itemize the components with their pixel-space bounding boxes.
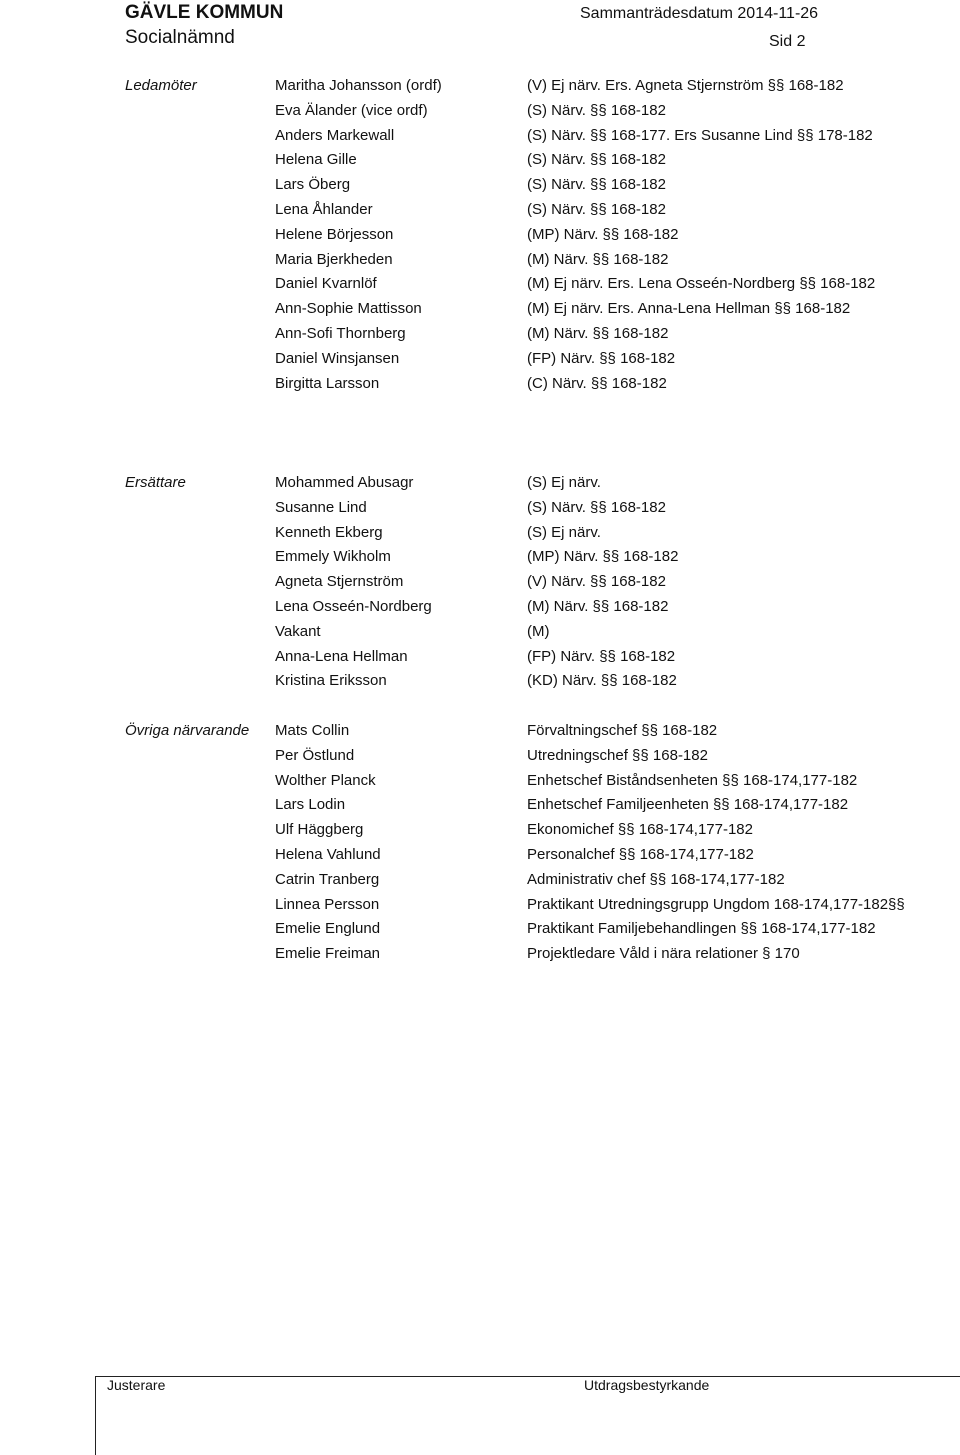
person-name: Kristina Eriksson [275,672,387,690]
person-name: Emmely Wikholm [275,548,391,566]
person-name: Maria Bjerkheden [275,250,393,268]
list-item [0,251,960,276]
attendance-info: (KD) Närv. §§ 168-182 [527,672,677,690]
attendance-info: (M) Närv. §§ 168-182 [527,250,669,268]
attendance-info: Förvaltningschef §§ 168-182 [527,722,718,739]
list-item [0,598,960,623]
meeting-date: Sammanträdesdatum 2014-11-26 [580,5,819,22]
person-name: Agneta Stjernström [275,573,404,591]
list-item [0,275,960,300]
person-name: Helena Gille [275,151,357,169]
list-item [0,648,960,673]
list-item [0,300,960,325]
person-name: Anna-Lena Hellman [275,647,408,665]
attendance-info: (M) Närv. §§ 168-182 [527,325,669,342]
list-item [0,102,960,127]
list-item [0,772,960,797]
list-item [0,201,960,226]
attendance-info: (FP) Närv. §§ 168-182 [527,349,676,367]
page-number: Sid 2 [769,33,806,50]
person-name: Helene Börjesson [275,225,394,243]
person-name: Ann-Sofi Thornberg [275,325,406,342]
section-label: Övriga närvarande [125,722,250,739]
attendance-info: (V) Ej närv. Ers. Agneta Stjernström §§ 168-182 [527,77,844,94]
organization-name: GÄVLE KOMMUN [125,2,284,23]
attendance-info: (S) Närv. §§ 168-182 [527,101,666,119]
person-name: Linnea Persson [275,895,380,913]
list-item [0,524,960,549]
list-item [0,325,960,350]
list-item [0,747,960,772]
list-item [0,672,960,697]
section-label: Ledamöter [125,77,197,94]
person-name: Anders Markewall [275,126,395,144]
attendance-info: (C) Närv. §§ 168-182 [527,374,667,392]
list-item [0,821,960,846]
person-name: Lena Åhlander [275,201,373,218]
footer-utdragsbestyrkande: Utdragsbestyrkande [584,1377,710,1393]
attendance-info: (M) Ej närv. Ers. Anna-Lena Hellman §§ 168-182 [527,300,851,318]
attendance-info: (MP) Närv. §§ 168-182 [527,548,679,566]
person-name: Ulf Häggberg [275,821,364,839]
list-item [0,548,960,573]
attendance-info: Praktikant Utredningsgrupp Ungdom 168-174,177-182§§ [527,895,905,913]
attendance-info: Enhetschef Biståndsenheten §§ 168-174,177-182 [527,771,858,789]
attendance-info: (S) Närv. §§ 168-182 [527,176,666,194]
attendance-info: Enhetschef Familjeenheten §§ 168-174,177-182 [527,796,849,814]
person-name: Catrin Tranberg [275,870,380,888]
section-label: Ersättare [125,474,186,491]
person-name: Emelie Englund [275,920,381,938]
footer-justerare: Justerare [107,1377,166,1393]
list-item [0,920,960,945]
list-item [0,499,960,524]
person-name: Emelie Freiman [275,945,381,963]
attendance-info: (FP) Närv. §§ 168-182 [527,647,676,665]
attendance-info: (S) Närv. §§ 168-182 [527,201,666,218]
list-item [0,945,960,970]
person-name: Helena Vahlund [275,846,381,863]
list-item [0,871,960,896]
list-item [0,127,960,152]
list-item [0,722,960,747]
list-item [0,846,960,871]
list-item [0,375,960,400]
list-item [0,77,960,102]
attendance-info: (S) Närv. §§ 168-182 [527,151,666,169]
attendance-info: (S) Ej närv. [527,523,601,541]
attendance-info: (V) Närv. §§ 168-182 [527,573,666,591]
list-item [0,896,960,921]
list-item [0,226,960,251]
list-item [0,176,960,201]
attendance-info: (M) Ej närv. Ers. Lena Osseén-Nordberg §§ 168-182 [527,275,876,293]
person-name: Maritha Johansson (ordf) [275,77,442,94]
person-name: Kenneth Ekberg [275,523,383,541]
list-item [0,796,960,821]
person-name: Eva Älander (vice ordf) [275,101,428,119]
person-name: Daniel Kvarnlöf [275,275,377,293]
person-name: Ann-Sophie Mattisson [275,300,422,318]
person-name: Lars Lodin [275,796,346,814]
person-name: Per Östlund [275,746,355,764]
list-item [0,151,960,176]
list-item [0,623,960,648]
person-name: Wolther Planck [275,771,376,789]
attendance-info: (S) Ej närv. [527,474,601,491]
attendance-info: Ekonomichef §§ 168-174,177-182 [527,821,753,839]
person-name: Mats Collin [275,722,350,739]
attendance-info: (S) Närv. §§ 168-177. Ers Susanne Lind §§ 178-182 [527,126,873,144]
footer-left-border [95,1376,96,1455]
attendance-info: Administrativ chef §§ 168-174,177-182 [527,870,785,888]
list-item [0,573,960,598]
list-item [0,474,960,499]
person-name: Birgitta Larsson [275,374,380,392]
attendance-info: (M) Närv. §§ 168-182 [527,598,669,615]
attendance-info: (S) Närv. §§ 168-182 [527,498,666,516]
footer-divider [95,1376,960,1377]
person-name: Vakant [275,622,321,640]
attendance-info: (M) [527,622,550,640]
person-name: Mohammed Abusagr [275,474,414,491]
person-name: Susanne Lind [275,498,367,516]
department-name: Socialnämnd [125,27,235,48]
person-name: Lena Osseén-Nordberg [275,598,432,615]
attendance-info: Projektledare Våld i nära relationer § 170 [527,945,800,963]
person-name: Daniel Winsjansen [275,349,400,367]
attendance-info: (MP) Närv. §§ 168-182 [527,225,679,243]
list-item [0,350,960,375]
attendance-info: Praktikant Familjebehandlingen §§ 168-174,177-182 [527,920,876,938]
person-name: Lars Öberg [275,176,351,194]
attendance-info: Personalchef §§ 168-174,177-182 [527,846,754,863]
attendance-info: Utredningschef §§ 168-182 [527,746,708,764]
